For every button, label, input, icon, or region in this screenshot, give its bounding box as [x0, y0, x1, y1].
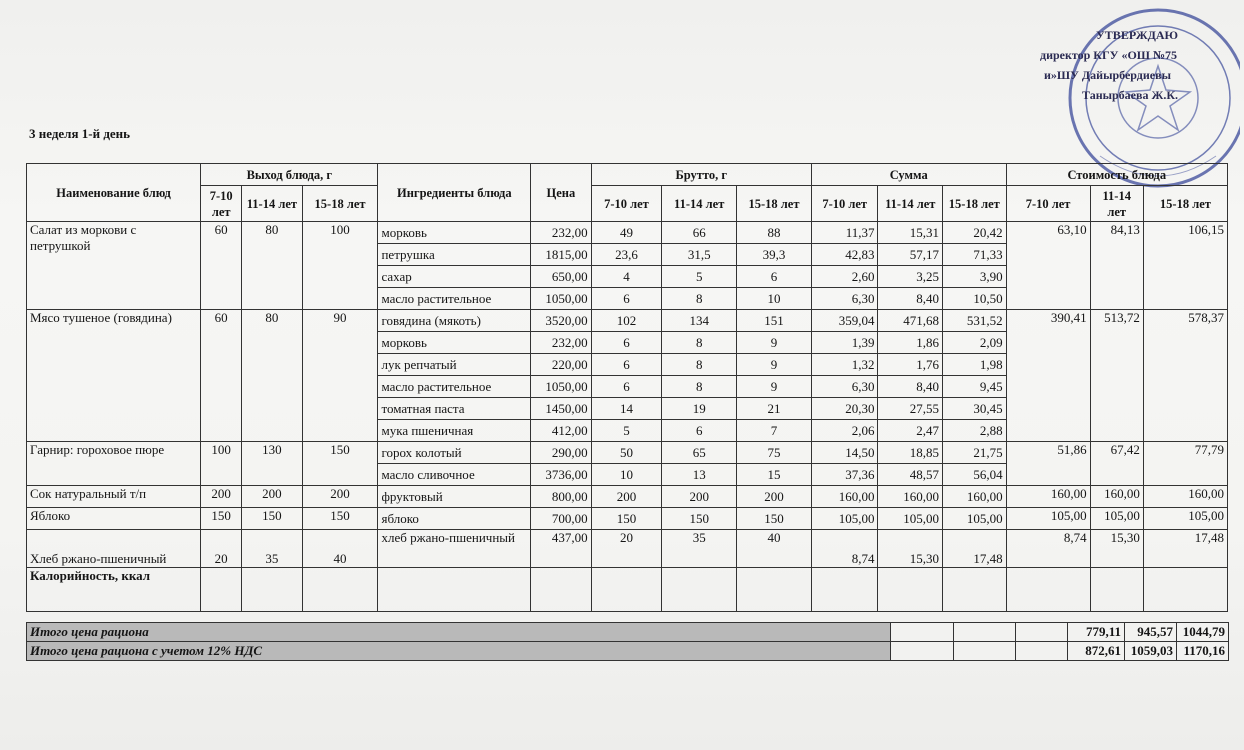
table-row — [27, 310, 1228, 332]
dish-cost: 84,13 — [1090, 222, 1143, 310]
total-row — [27, 642, 1229, 661]
dish-cost: 513,72 — [1090, 310, 1143, 442]
ingredient-sum: 105,00 — [943, 508, 1007, 530]
empty-cell — [378, 568, 531, 612]
ingredient-brutto: 9 — [737, 332, 812, 354]
header-age-15-18: 15-18 лет — [302, 186, 378, 222]
ingredient-brutto: 39,3 — [737, 244, 812, 266]
header-age-11-14: 11-14 лет — [878, 186, 943, 222]
ingredient-price: 1450,00 — [531, 398, 591, 420]
dish-cost: 17,48 — [1143, 530, 1227, 568]
ingredient-sum: 48,57 — [878, 464, 943, 486]
ingredient-sum: 30,45 — [943, 398, 1007, 420]
totals-table — [26, 622, 1229, 661]
dish-output: 150 — [302, 508, 378, 530]
total-value: 779,11 — [1068, 623, 1125, 642]
ingredient-name: петрушка — [378, 244, 531, 266]
ingredient-name: масло растительное — [378, 288, 531, 310]
dish-cost: 51,86 — [1006, 442, 1090, 486]
empty-cell — [891, 642, 954, 661]
header-age-11-14: 11-14 лет — [662, 186, 737, 222]
ingredient-sum: 1,39 — [811, 332, 878, 354]
ingredient-brutto: 50 — [591, 442, 662, 464]
dish-cost: 105,00 — [1143, 508, 1227, 530]
ingredient-name: фруктовый — [378, 486, 531, 508]
ingredient-price: 437,00 — [531, 530, 591, 568]
dish-cost: 160,00 — [1006, 486, 1090, 508]
ingredient-brutto: 10 — [737, 288, 812, 310]
ingredient-sum: 1,98 — [943, 354, 1007, 376]
dish-output: 80 — [242, 222, 302, 310]
header-brutto: Брутто, г — [591, 164, 811, 186]
ingredient-brutto: 75 — [737, 442, 812, 464]
dish-output: 100 — [201, 442, 242, 486]
ingredient-brutto: 20 — [591, 530, 662, 568]
ingredient-brutto: 13 — [662, 464, 737, 486]
ingredient-sum: 37,36 — [811, 464, 878, 486]
ingredient-price: 700,00 — [531, 508, 591, 530]
ingredient-brutto: 7 — [737, 420, 812, 442]
ingredient-sum: 20,30 — [811, 398, 878, 420]
header-dish-name: Наименование блюд — [27, 164, 201, 222]
ingredient-name: сахар — [378, 266, 531, 288]
ingredient-brutto: 6 — [591, 376, 662, 398]
total-value: 1059,03 — [1125, 642, 1177, 661]
ingredient-price: 232,00 — [531, 222, 591, 244]
ingredient-brutto: 8 — [662, 354, 737, 376]
header-cost: Стоимость блюда — [1006, 164, 1227, 186]
ingredient-sum: 27,55 — [878, 398, 943, 420]
ingredient-price: 412,00 — [531, 420, 591, 442]
ingredient-sum: 57,17 — [878, 244, 943, 266]
header-age-15-18: 15-18 лет — [737, 186, 812, 222]
empty-cell — [1090, 568, 1143, 612]
header-price: Цена — [531, 164, 591, 222]
empty-cell — [954, 623, 1016, 642]
dish-output: 80 — [242, 310, 302, 442]
ingredient-price: 650,00 — [531, 266, 591, 288]
total-row — [27, 623, 1229, 642]
ingredient-sum: 2,47 — [878, 420, 943, 442]
table-row — [27, 508, 1228, 530]
ingredient-brutto: 23,6 — [591, 244, 662, 266]
ingredient-brutto: 200 — [591, 486, 662, 508]
ingredient-name: хлеб ржано-пшеничный — [378, 530, 531, 568]
table-row — [27, 222, 1228, 244]
header-sum: Сумма — [811, 164, 1006, 186]
ingredient-name: масло растительное — [378, 376, 531, 398]
ingredient-brutto: 6 — [662, 420, 737, 442]
ingredient-brutto: 200 — [737, 486, 812, 508]
header-age-7-10: 7-10 лет — [1006, 186, 1090, 222]
ingredient-sum: 3,25 — [878, 266, 943, 288]
ingredient-brutto: 6 — [591, 354, 662, 376]
dish-cost: 77,79 — [1143, 442, 1227, 486]
empty-cell — [954, 642, 1016, 661]
header-age-15-18: 15-18 лет — [943, 186, 1007, 222]
dish-name: Салат из моркови с петрушкой — [27, 222, 201, 310]
ingredient-name: морковь — [378, 332, 531, 354]
ingredient-brutto: 35 — [662, 530, 737, 568]
ingredient-name: морковь — [378, 222, 531, 244]
ingredient-sum: 471,68 — [878, 310, 943, 332]
ingredient-price: 1050,00 — [531, 288, 591, 310]
dish-name: Яблоко — [27, 508, 201, 530]
ingredient-sum: 8,74 — [811, 530, 878, 568]
ingredient-brutto: 151 — [737, 310, 812, 332]
ingredient-sum: 18,85 — [878, 442, 943, 464]
ingredient-sum: 20,42 — [943, 222, 1007, 244]
dish-output: 200 — [302, 486, 378, 508]
ingredient-price: 1815,00 — [531, 244, 591, 266]
dish-output: 150 — [201, 508, 242, 530]
ingredient-brutto: 150 — [737, 508, 812, 530]
total-label: Итого цена рациона с учетом 12% НДС — [27, 642, 891, 661]
empty-cell — [1016, 623, 1068, 642]
ingredient-brutto: 6 — [591, 288, 662, 310]
dish-cost: 63,10 — [1006, 222, 1090, 310]
ingredient-sum: 2,06 — [811, 420, 878, 442]
ingredient-price: 220,00 — [531, 354, 591, 376]
ingredient-sum: 6,30 — [811, 376, 878, 398]
dish-name: Сок натуральный т/п — [27, 486, 201, 508]
ingredient-sum: 2,88 — [943, 420, 1007, 442]
empty-cell — [242, 568, 302, 612]
ingredient-sum: 1,32 — [811, 354, 878, 376]
ingredient-brutto: 4 — [591, 266, 662, 288]
ingredient-brutto: 200 — [662, 486, 737, 508]
dish-output: 130 — [242, 442, 302, 486]
header-age-11-14: 11-14 лет — [1090, 186, 1143, 222]
empty-cell — [531, 568, 591, 612]
ingredient-brutto: 9 — [737, 354, 812, 376]
calories-row — [27, 568, 1228, 612]
ingredient-price: 290,00 — [531, 442, 591, 464]
ingredient-sum: 15,31 — [878, 222, 943, 244]
empty-cell — [302, 568, 378, 612]
ingredient-name: масло сливочное — [378, 464, 531, 486]
total-value: 1170,16 — [1177, 642, 1229, 661]
stamp-line: УТВЕРЖДАЮ — [1096, 28, 1179, 42]
ingredient-name: горох колотый — [378, 442, 531, 464]
empty-cell — [1143, 568, 1227, 612]
ingredient-sum: 2,60 — [811, 266, 878, 288]
ingredient-sum: 8,40 — [878, 288, 943, 310]
dish-cost: 160,00 — [1143, 486, 1227, 508]
ingredient-brutto: 6 — [591, 332, 662, 354]
ingredient-price: 800,00 — [531, 486, 591, 508]
header-age-7-10: 7-10 лет — [201, 186, 242, 222]
ingredient-brutto: 6 — [737, 266, 812, 288]
dish-output: 20 — [201, 530, 242, 568]
ingredient-sum: 105,00 — [811, 508, 878, 530]
ingredient-sum: 359,04 — [811, 310, 878, 332]
ingredient-brutto: 8 — [662, 288, 737, 310]
ingredient-brutto: 5 — [591, 420, 662, 442]
dish-output: 200 — [242, 486, 302, 508]
total-value: 945,57 — [1125, 623, 1177, 642]
empty-cell — [662, 568, 737, 612]
ingredient-sum: 3,90 — [943, 266, 1007, 288]
ingredient-brutto: 5 — [662, 266, 737, 288]
ingredient-brutto: 150 — [591, 508, 662, 530]
empty-cell — [811, 568, 878, 612]
stamp-line: Танырбаева Ж.К. — [1082, 88, 1179, 102]
ingredient-sum: 1,76 — [878, 354, 943, 376]
stamp-line: и»ШУ Дайырбердиевы — [1044, 68, 1171, 82]
dish-output: 100 — [302, 222, 378, 310]
table-row — [27, 530, 1228, 568]
total-label: Итого цена рациона — [27, 623, 891, 642]
ingredient-brutto: 15 — [737, 464, 812, 486]
menu-table — [26, 163, 1228, 612]
dish-cost: 15,30 — [1090, 530, 1143, 568]
dish-cost: 105,00 — [1090, 508, 1143, 530]
ingredient-sum: 160,00 — [811, 486, 878, 508]
dish-output: 150 — [242, 508, 302, 530]
ingredient-sum: 11,37 — [811, 222, 878, 244]
ingredient-sum: 1,86 — [878, 332, 943, 354]
dish-name: Мясо тушеное (говядина) — [27, 310, 201, 442]
ingredient-price: 3736,00 — [531, 464, 591, 486]
dish-output: 60 — [201, 222, 242, 310]
empty-cell — [943, 568, 1007, 612]
empty-cell — [591, 568, 662, 612]
ingredient-brutto: 8 — [662, 332, 737, 354]
ingredient-brutto: 31,5 — [662, 244, 737, 266]
empty-cell — [1006, 568, 1090, 612]
empty-cell — [1016, 642, 1068, 661]
ingredient-brutto: 40 — [737, 530, 812, 568]
dish-output: 200 — [201, 486, 242, 508]
ingredient-brutto: 10 — [591, 464, 662, 486]
dish-cost: 106,15 — [1143, 222, 1227, 310]
table-row — [27, 442, 1228, 464]
ingredient-sum: 71,33 — [943, 244, 1007, 266]
ingredient-sum: 42,83 — [811, 244, 878, 266]
ingredient-name: яблоко — [378, 508, 531, 530]
ingredient-brutto: 9 — [737, 376, 812, 398]
ingredient-name: томатная паста — [378, 398, 531, 420]
ingredient-sum: 17,48 — [943, 530, 1007, 568]
ingredient-sum: 531,52 — [943, 310, 1007, 332]
ingredient-sum: 160,00 — [878, 486, 943, 508]
ingredient-brutto: 102 — [591, 310, 662, 332]
total-value: 1044,79 — [1177, 623, 1229, 642]
empty-cell — [891, 623, 954, 642]
ingredient-brutto: 150 — [662, 508, 737, 530]
dish-cost: 67,42 — [1090, 442, 1143, 486]
ingredient-brutto: 88 — [737, 222, 812, 244]
calories-label: Калорийность, ккал — [27, 568, 201, 612]
dish-output: 60 — [201, 310, 242, 442]
dish-cost: 160,00 — [1090, 486, 1143, 508]
dish-cost: 105,00 — [1006, 508, 1090, 530]
dish-cost: 8,74 — [1006, 530, 1090, 568]
header-age-7-10: 7-10 лет — [591, 186, 662, 222]
ingredient-name: говядина (мякоть) — [378, 310, 531, 332]
dish-cost: 578,37 — [1143, 310, 1227, 442]
empty-cell — [201, 568, 242, 612]
stamp-line: директор КГУ «ОШ №75 — [1040, 48, 1178, 62]
ingredient-name: мука пшеничная — [378, 420, 531, 442]
dish-name: Хлеб ржано-пшеничный — [27, 530, 201, 568]
document-title: 3 неделя 1-й день — [29, 126, 131, 141]
ingredient-sum: 8,40 — [878, 376, 943, 398]
header-age-11-14: 11-14 лет — [242, 186, 302, 222]
ingredient-sum: 15,30 — [878, 530, 943, 568]
ingredient-sum: 2,09 — [943, 332, 1007, 354]
dish-output: 35 — [242, 530, 302, 568]
ingredient-brutto: 14 — [591, 398, 662, 420]
dish-output: 40 — [302, 530, 378, 568]
ingredient-sum: 160,00 — [943, 486, 1007, 508]
dish-name: Гарнир: гороховое пюре — [27, 442, 201, 486]
header-age-7-10: 7-10 лет — [811, 186, 878, 222]
ingredient-brutto: 66 — [662, 222, 737, 244]
ingredient-sum: 105,00 — [878, 508, 943, 530]
dish-output: 150 — [302, 442, 378, 486]
table-row — [27, 486, 1228, 508]
header-age-15-18: 15-18 лет — [1143, 186, 1227, 222]
ingredient-price: 3520,00 — [531, 310, 591, 332]
ingredient-brutto: 134 — [662, 310, 737, 332]
ingredient-sum: 21,75 — [943, 442, 1007, 464]
ingredient-price: 1050,00 — [531, 376, 591, 398]
ingredient-sum: 14,50 — [811, 442, 878, 464]
ingredient-price: 232,00 — [531, 332, 591, 354]
ingredient-sum: 10,50 — [943, 288, 1007, 310]
ingredient-brutto: 65 — [662, 442, 737, 464]
dish-cost: 390,41 — [1006, 310, 1090, 442]
header-output: Выход блюда, г — [201, 164, 378, 186]
dish-output: 90 — [302, 310, 378, 442]
ingredient-brutto: 49 — [591, 222, 662, 244]
total-value: 872,61 — [1068, 642, 1125, 661]
empty-cell — [878, 568, 943, 612]
header-ingredients: Ингредиенты блюда — [378, 164, 531, 222]
ingredient-brutto: 21 — [737, 398, 812, 420]
ingredient-name: лук репчатый — [378, 354, 531, 376]
ingredient-sum: 9,45 — [943, 376, 1007, 398]
empty-cell — [737, 568, 812, 612]
ingredient-sum: 6,30 — [811, 288, 878, 310]
ingredient-brutto: 19 — [662, 398, 737, 420]
ingredient-sum: 56,04 — [943, 464, 1007, 486]
ingredient-brutto: 8 — [662, 376, 737, 398]
